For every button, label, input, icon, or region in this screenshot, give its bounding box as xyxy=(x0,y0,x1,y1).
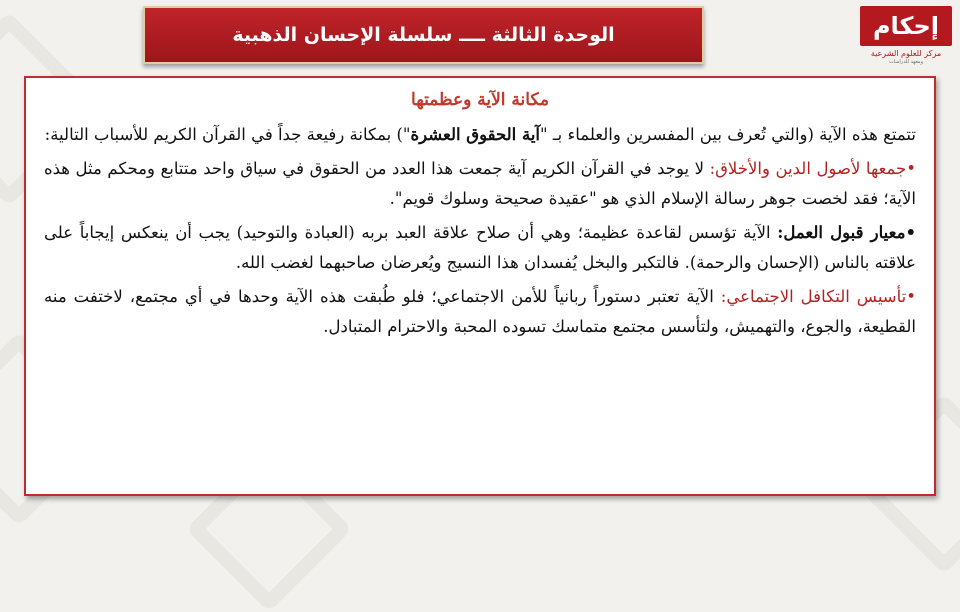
bullet-item xyxy=(44,282,916,342)
logo xyxy=(856,4,956,70)
logo-tagline: ومعهد للدراسات xyxy=(888,59,924,65)
bullet-item xyxy=(44,218,916,278)
bullet-text: الآية تؤسس لقاعدة عظيمة؛ وهي أن صلاح علاقة العبد بربه (العبادة والتوحيد) يجب أن ينعكس إيجاباً على علاقته بالناس (الإحسان والرحمة). فالتكبر والبخل يُفسدان هذا النسيج ويُعرضان صاحبهما لغضب الله. xyxy=(44,223,916,272)
bullet-title: تأسيس التكافل الاجتماعي: xyxy=(720,287,907,306)
section-heading: مكانة الآية وعظمتها xyxy=(411,90,549,110)
bullet-marker: • xyxy=(906,287,916,306)
bullet-text: لا يوجد في القرآن الكريم آية جمعت هذا العدد من الحقوق في سياق واحد متتابع ومحكم مثل هذه الآية؛ فقد لخصت جوهر رسالة الإسلام الذي هو "عقيدة صحيحة وسلوك قويم". xyxy=(44,159,916,208)
logo-mark xyxy=(860,6,952,46)
intro-paragraph xyxy=(44,120,916,150)
content-panel xyxy=(24,76,936,496)
bullet-marker: • xyxy=(906,159,916,178)
logo-subtitle: مركز للعلوم الشرعية xyxy=(870,49,942,58)
intro-text-end: ") بمكانة رفيعة جداً في القرآن الكريم للأسباب التالية: xyxy=(44,125,411,144)
bullet-title: جمعها لأصول الدين والأخلاق: xyxy=(709,159,907,178)
bullet-text: الآية تعتبر دستوراً ربانياً للأمن الاجتماعي؛ فلو طُبقت هذه الآية وحدها في أي مجتمع، لاختفت منه القطيعة، والجوع، والتهميش، ولتأسس مجتمع متماسك تسوده المحبة والاحترام المتبادل. xyxy=(44,287,916,336)
intro-text-start: تتمتع هذه الآية (والتي تُعرف بين المفسرين والعلماء بـ " xyxy=(540,125,916,144)
logo-wordmark: إحكام xyxy=(872,12,940,40)
title-banner xyxy=(143,6,704,64)
bullet-marker: • xyxy=(905,223,916,242)
bullet-item xyxy=(44,154,916,214)
bullet-title: معيار قبول العمل: xyxy=(777,223,906,242)
page-title: الوحدة الثالثة ــــ سلسلة الإحسان الذهبية xyxy=(232,24,615,46)
intro-highlight: آية الحقوق العشرة xyxy=(410,125,541,144)
